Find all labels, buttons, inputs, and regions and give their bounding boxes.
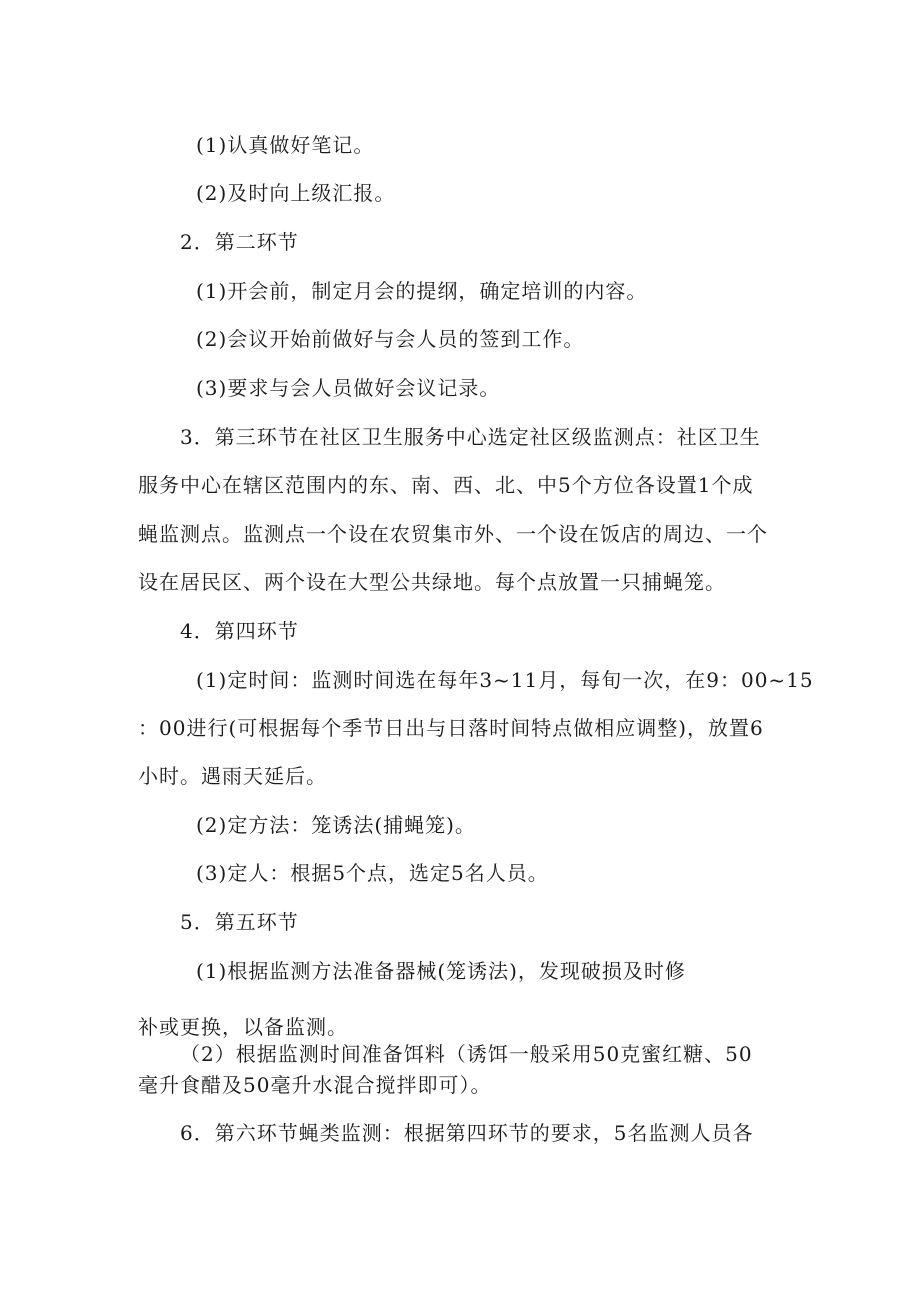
text-line: 毫升食醋及50毫升水混合搅拌即可）。	[138, 1073, 492, 1097]
text-line: (3)要求与会人员做好会议记录。	[196, 376, 501, 400]
text-line: (3)定人：根据5个点，选定5名人员。	[196, 861, 549, 885]
text-line: (2)会议开始前做好与会人员的签到工作。	[196, 327, 585, 351]
text-line: (2)定方法：笼诱法(捕蝇笼)。	[196, 813, 476, 837]
paragraph-line: 6．第六环节蝇类监测：根据第四环节的要求，5名监测人员各	[180, 1121, 754, 1145]
paragraph-line: 3．第三环节在社区卫生服务中心选定社区级监测点：社区卫生	[180, 425, 761, 449]
paragraph-line: 服务中心在辖区范围内的东、南、西、北、中5个方位各设置1个成	[138, 473, 754, 497]
text-line: 小时。遇雨天延后。	[138, 764, 327, 788]
text-line: (1)认真做好笔记。	[196, 133, 375, 157]
text-line: （2）根据监测时间准备饵料（诱饵一般采用50克蜜红糖、50	[180, 1042, 753, 1066]
text-line: (1)开会前，制定月会的提纲，确定培训的内容。	[196, 279, 648, 303]
section-heading: 2．第二环节	[180, 230, 299, 254]
text-line: (1)定时间：监测时间选在每年3~11月，每旬一次，在9：00~15	[196, 668, 814, 692]
paragraph-line: 蝇监测点。监测点一个设在农贸集市外、一个设在饭店的周边、一个	[138, 522, 768, 546]
text-line: ：00进行(可根据每个季节日出与日落时间特点做相应调整)，放置6	[138, 716, 764, 740]
section-heading: 5．第五环节	[180, 910, 299, 934]
text-line: 补或更换，以备监测。	[138, 1015, 348, 1039]
text-line: (1)根据监测方法准备器械(笼诱法)，发现破损及时修	[196, 959, 686, 983]
paragraph-line: 设在居民区、两个设在大型公共绿地。每个点放置一只捕蝇笼。	[138, 570, 726, 594]
text-line: (2)及时向上级汇报。	[196, 181, 396, 205]
section-heading: 4．第四环节	[180, 619, 299, 643]
